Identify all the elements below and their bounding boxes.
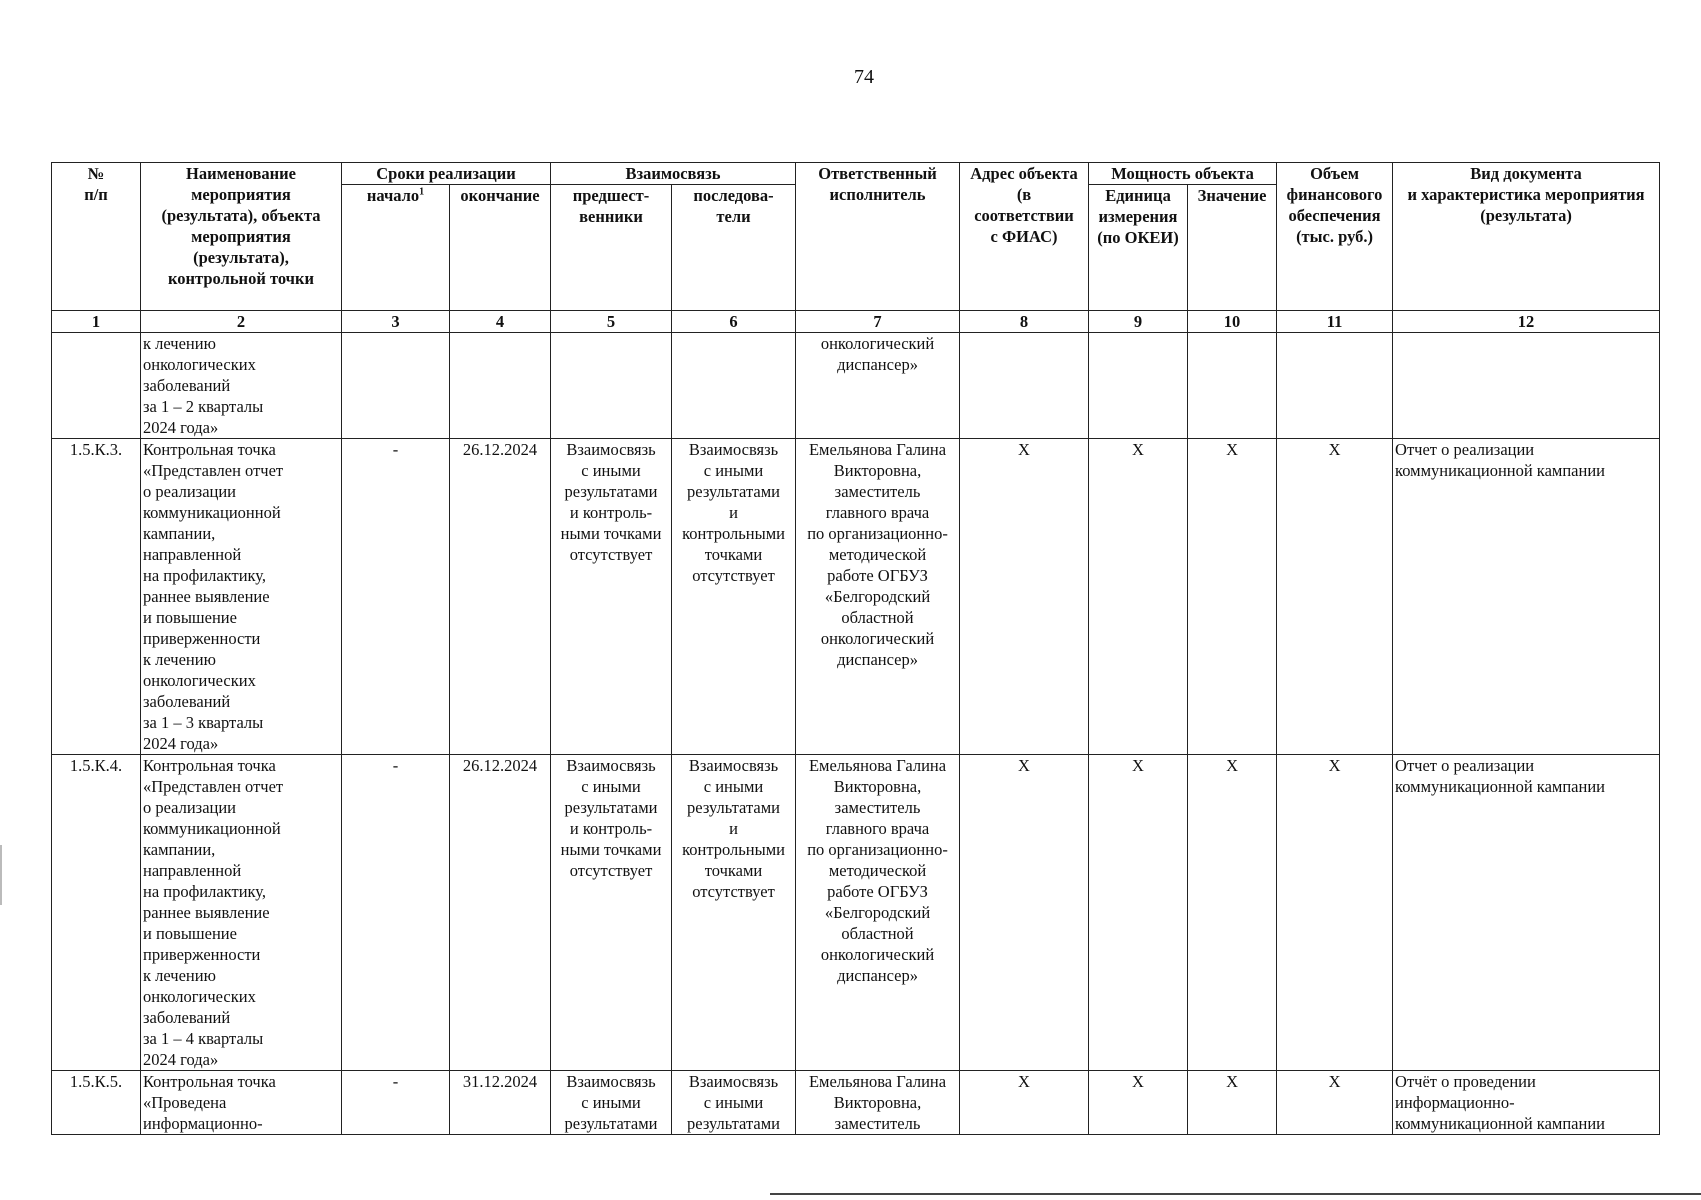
cell-number: 1.5.К.3.: [52, 439, 141, 755]
header-unit: Единица измерения (по ОКЕИ): [1089, 185, 1188, 311]
column-number: 10: [1188, 311, 1277, 333]
cell-start: -: [342, 755, 450, 1071]
cell-number: 1.5.К.4.: [52, 755, 141, 1071]
column-number-row: [52, 311, 1660, 333]
column-number: 2: [141, 311, 342, 333]
cell-name: Контрольная точка «Представлен отчет о реализации коммуникационной кампании, направленной на профилактику, раннее выявление и повышение приверженности к лечению онкологических заболеваний за 1 – 4 кварталы 2024 года»: [141, 755, 342, 1071]
header-successors: последова- тели: [672, 185, 796, 311]
cell-successors: [672, 333, 796, 439]
cell-address: X: [960, 439, 1089, 755]
cell-successors: Взаимосвязь с иными результатами и контрольными точками отсутствует: [672, 439, 796, 755]
cell-responsible: Емельянова Галина Викторовна, заместитель: [796, 1071, 960, 1135]
cell-doc-type: Отчет о реализации коммуникационной кампании: [1393, 439, 1660, 755]
column-number: 1: [52, 311, 141, 333]
header-address: Адрес объекта (в соответствии с ФИАС): [960, 163, 1089, 311]
page-number: 74: [854, 66, 874, 88]
cell-value: X: [1188, 1071, 1277, 1135]
column-number: 6: [672, 311, 796, 333]
column-number: 12: [1393, 311, 1660, 333]
cell-unit: X: [1089, 755, 1188, 1071]
column-number: 5: [551, 311, 672, 333]
cell-start: -: [342, 1071, 450, 1135]
cell-predecessors: Взаимосвязь с иными результатами и контроль- ными точками отсутствует: [551, 755, 672, 1071]
cell-address: X: [960, 1071, 1089, 1135]
cell-name: к лечению онкологических заболеваний за 1 – 2 кварталы 2024 года»: [141, 333, 342, 439]
cell-address: X: [960, 755, 1089, 1071]
column-number: 8: [960, 311, 1089, 333]
cell-name: Контрольная точка «Проведена информационно-: [141, 1071, 342, 1135]
table-row: [52, 1071, 1660, 1135]
header-relation: Взаимосвязь: [551, 163, 796, 185]
cell-start: [342, 333, 450, 439]
header-finance: Объем финансового обеспечения (тыс. руб.): [1277, 163, 1393, 311]
column-number: 9: [1089, 311, 1188, 333]
cell-start: -: [342, 439, 450, 755]
header-doc-type: Вид документа и характеристика мероприятия (результата): [1393, 163, 1660, 311]
cell-predecessors: [551, 333, 672, 439]
header-terms: Сроки реализации: [342, 163, 551, 185]
cell-predecessors: Взаимосвязь с иными результатами и контроль- ными точками отсутствует: [551, 439, 672, 755]
header-start: начало$^1$: [342, 185, 450, 311]
cell-end: 31.12.2024: [450, 1071, 551, 1135]
cell-unit: X: [1089, 439, 1188, 755]
header-predecessors: предшест- венники: [551, 185, 672, 311]
cell-responsible: Емельянова Галина Викторовна, заместитель главного врача по организационно- методической работе ОГБУЗ «Белгородский областной онкологический диспансер»: [796, 755, 960, 1071]
cell-unit: [1089, 333, 1188, 439]
header-value: Значение: [1188, 185, 1277, 311]
cell-successors: Взаимосвязь с иными результатами и контрольными точками отсутствует: [672, 755, 796, 1071]
column-number: 4: [450, 311, 551, 333]
cell-unit: X: [1089, 1071, 1188, 1135]
cell-value: X: [1188, 439, 1277, 755]
cell-responsible: онкологический диспансер»: [796, 333, 960, 439]
table-row: [52, 439, 1660, 755]
cell-finance: X: [1277, 755, 1393, 1071]
cell-doc-type: [1393, 333, 1660, 439]
column-number: 7: [796, 311, 960, 333]
header-end: окончание: [450, 185, 551, 311]
cell-number: 1.5.К.5.: [52, 1071, 141, 1135]
cell-name: Контрольная точка «Представлен отчет о реализации коммуникационной кампании, направленной на профилактику, раннее выявление и повышение приверженности к лечению онкологических заболеваний за 1 – 3 кварталы 2024 года»: [141, 439, 342, 755]
cell-number: [52, 333, 141, 439]
header-responsible: Ответственный исполнитель: [796, 163, 960, 311]
cell-value: [1188, 333, 1277, 439]
cell-finance: [1277, 333, 1393, 439]
cell-predecessors: Взаимосвязь с иными результатами: [551, 1071, 672, 1135]
cell-end: 26.12.2024: [450, 439, 551, 755]
header-capacity: Мощность объекта: [1089, 163, 1277, 185]
cell-end: 26.12.2024: [450, 755, 551, 1071]
header-number: № п/п: [52, 163, 141, 311]
cell-doc-type: Отчет о реализации коммуникационной кампании: [1393, 755, 1660, 1071]
cell-responsible: Емельянова Галина Викторовна, заместитель главного врача по организационно- методической работе ОГБУЗ «Белгородский областной онкологический диспансер»: [796, 439, 960, 755]
cell-value: X: [1188, 755, 1277, 1071]
cell-doc-type: Отчёт о проведении информационно- коммуникационной кампании: [1393, 1071, 1660, 1135]
column-number: 3: [342, 311, 450, 333]
table-row: [52, 755, 1660, 1071]
cell-end: [450, 333, 551, 439]
header-name: Наименование мероприятия (результата), объекта мероприятия (результата), контрольной точки: [141, 163, 342, 311]
cell-finance: X: [1277, 439, 1393, 755]
cell-finance: X: [1277, 1071, 1393, 1135]
table-row: [52, 333, 1660, 439]
scan-edge-line: [770, 1193, 1701, 1195]
cell-address: [960, 333, 1089, 439]
implementation-plan-table: [51, 162, 1660, 1135]
scan-margin-mark: [0, 845, 2, 905]
cell-successors: Взаимосвязь с иными результатами: [672, 1071, 796, 1135]
footnote-marker: 1: [419, 186, 425, 198]
column-number: 11: [1277, 311, 1393, 333]
